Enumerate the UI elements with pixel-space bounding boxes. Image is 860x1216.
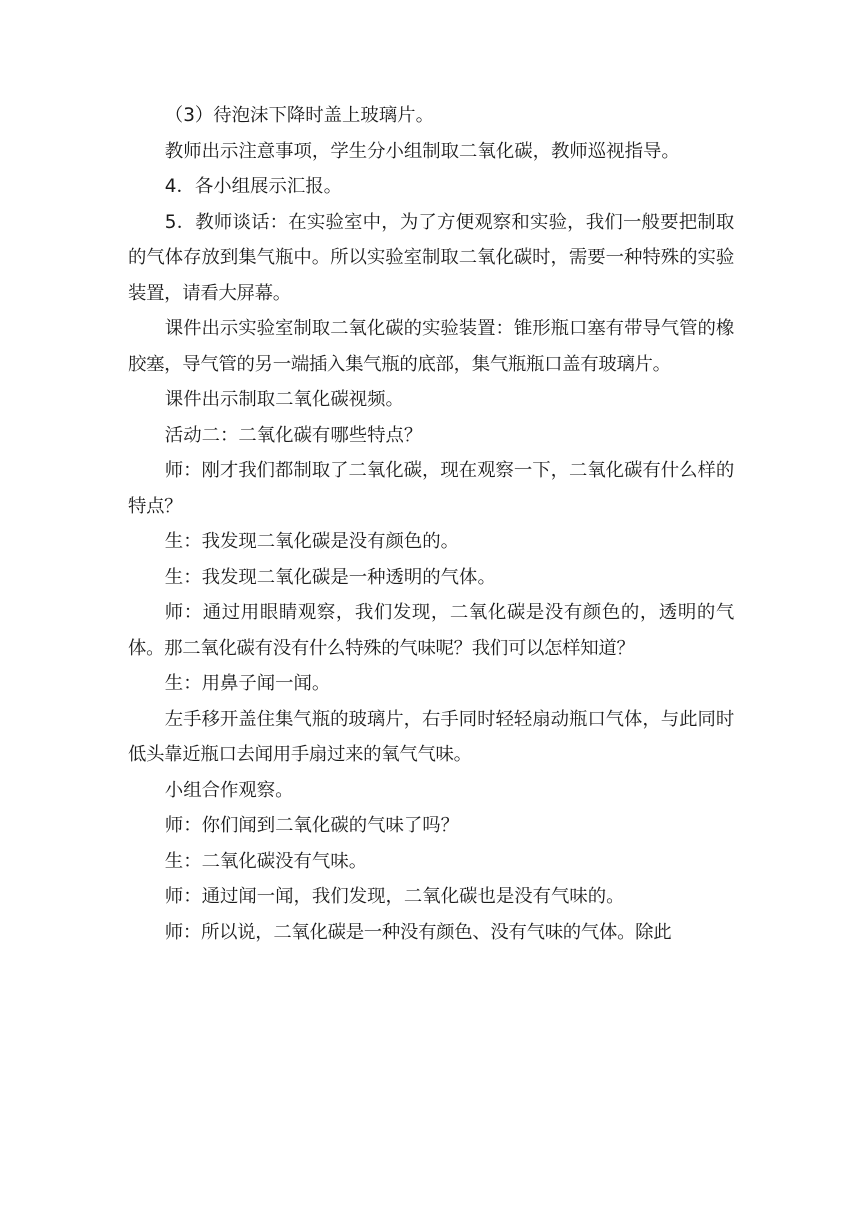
paragraph: 师：你们闻到二氧化碳的气味了吗？: [164, 815, 460, 836]
paragraph: 生：我发现二氧化碳是一种透明的气体。: [164, 566, 496, 588]
paragraph: 小组合作观察。: [164, 779, 294, 801]
paragraph: 教师出示注意事项，学生分小组制取二氧化碳，教师巡视指导。: [164, 140, 680, 162]
paragraph: 师：所以说，二氧化碳是一种没有颜色、没有气味的气体。除此: [164, 921, 672, 943]
paragraph: （3）待泡沫下降时盖上玻璃片。: [164, 105, 434, 126]
paragraph: 活动二：二氧化碳有哪些特点？: [164, 424, 423, 446]
paragraph: 师：通过用眼睛观察，我们发现，二氧化碳是没有颜色的，透明的气体。那二氧化碳有没有什么特殊的气味呢？我们可以怎样知道？: [128, 602, 734, 659]
paragraph: 课件出示实验室制取二氧化碳的实验装置：锥形瓶口塞有带导气管的橡胶塞，导气管的另一端插入集气瓶的底部，集气瓶瓶口盖有玻璃片。: [128, 318, 734, 375]
paragraph: 生：我发现二氧化碳是没有颜色的。: [164, 531, 460, 552]
paragraph: 5．教师谈话：在实验室中，为了方便观察和实验，我们一般要把制取的气体存放到集气瓶中。所以实验室制取二氧化碳时，需要一种特殊的实验装置，请看大屏幕。: [128, 211, 734, 304]
paragraph: 课件出示制取二氧化碳视频。: [164, 389, 404, 410]
paragraph: 4．各小组展示汇报。: [164, 176, 343, 197]
paragraph: 师：通过闻一闻，我们发现，二氧化碳也是没有气味的。: [164, 886, 625, 907]
paragraph: 生：用鼻子闻一闻。: [164, 673, 331, 694]
paragraph: 生：二氧化碳没有气味。: [164, 850, 368, 872]
paragraph: 左手移开盖住集气瓶的玻璃片，右手同时轻轻扇动瓶口气体，与此同时低头靠近瓶口去闻用手扇过来的氧气气味。: [128, 708, 734, 765]
document-body: [128, 98, 734, 950]
paragraph: 师：刚才我们都制取了二氧化碳，现在观察一下，二氧化碳有什么样的特点？: [128, 460, 734, 517]
